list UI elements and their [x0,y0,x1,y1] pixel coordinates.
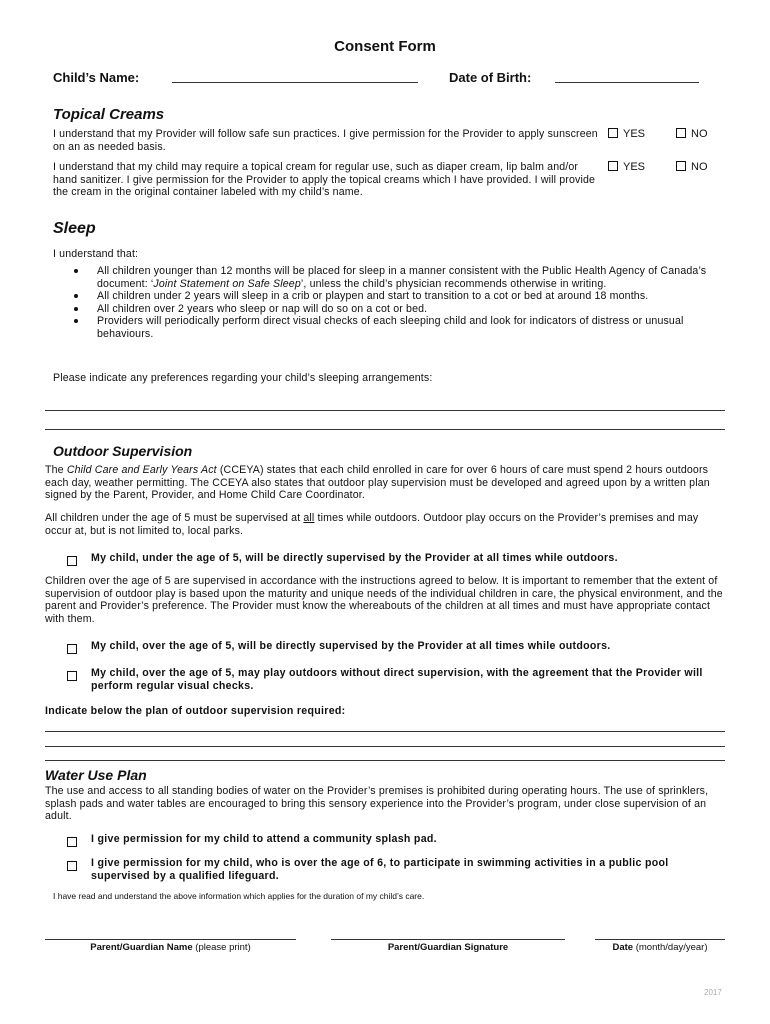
sleep-intro: I understand that: [53,248,139,260]
topical-text-1: I understand that my Provider will follow safe sun practices. I give permission for the Provider to apply sunscreen on an as needed basis. [53,128,598,153]
outdoor-check-1[interactable] [67,552,82,570]
topical-heading: Topical Creams [53,106,165,123]
child-name-field[interactable] [172,82,418,83]
checkbox-icon [67,644,77,654]
checkbox-icon [608,161,618,171]
guardian-signature-field[interactable] [331,939,565,940]
outdoor-check-2[interactable] [67,640,82,658]
outdoor-check-3[interactable] [67,667,82,685]
outdoor-plan-prompt: Indicate below the plan of outdoor supervision required: [45,705,346,717]
topical-2-no[interactable]: NO [676,161,708,173]
outdoor-check-2-label: My child, over the age of 5, will be directly supervised by the Provider at all times while outdoors. [91,640,611,652]
topical-1-no[interactable]: NO [676,128,708,140]
checkbox-icon [608,128,618,138]
list-item: All children under 2 years will sleep in a crib or playpen and start to transition to a cot or bed at around 18 months. [97,290,712,303]
sleep-list [97,265,712,340]
outdoor-plan-line-1[interactable] [45,731,725,732]
topical-2-yes[interactable]: YES [608,161,645,173]
outdoor-heading: Outdoor Supervision [53,443,193,459]
page-title: Consent Form [334,38,436,55]
outdoor-plan-line-3[interactable] [45,760,725,761]
water-para: The use and access to all standing bodies of water on the Provider’s premises is prohibited during operating hours. The use of sprinklers, splash pads and water tables are encouraged to bring this sensory experience into the Provider’s program, under close supervision of an adult. [45,785,709,822]
sleep-prefs-line-1[interactable] [45,410,725,411]
topical-text-2: I understand that my child may require a topical cream for regular use, such as diaper cream, lip balm and/or hand sanitizer. I give permission for the Provider to apply the topical creams which I have provided. I will provide the cream in the original container labeled with my child’s name. [53,161,596,198]
list-item: All children younger than 12 months will be placed for sleep in a manner consistent with the Public Health Agency of Canada’s document: ‘Joint Statement on Safe Sleep’, unless the child’s physician recommends otherwise in writing. [97,265,712,290]
outdoor-check-3-label: My child, over the age of 5, may play outdoors without direct supervision, with the agreement that the Provider will perform regular visual checks. [91,667,703,692]
sleep-heading: Sleep [53,220,96,237]
guardian-signature-caption: Parent/Guardian Signature [387,942,509,953]
checkbox-icon [67,556,77,566]
outdoor-plan-line-2[interactable] [45,746,725,747]
checkbox-icon [67,671,77,681]
water-check-2[interactable] [67,857,82,875]
outdoor-intro: The Child Care and Early Years Act (CCEYA) states that each child enrolled in care for over 6 hours of care must spend 2 hours outdoors each day, weather permitting. The CCEYA also states that outdoor play supervision must be developed and agreed upon by a written plan signed by the Parent, Provider, and Home Child Care Coordinator. [45,464,710,501]
water-check-2-label: I give permission for my child, who is over the age of 6, to participate in swimming activities in a public pool supervised by a qualified lifeguard. [91,857,669,882]
water-check-1-label: I give permission for my child to attend a community splash pad. [91,833,437,845]
outdoor-check-1-label: My child, under the age of 5, will be directly supervised by the Provider at all times while outdoors. [91,552,618,564]
year-footer: 2017 [704,988,722,997]
topical-1-yes[interactable]: YES [608,128,645,140]
checkbox-icon [67,837,77,847]
date-field[interactable] [595,939,725,940]
date-caption: Date (month/day/year) [612,942,708,953]
guardian-name-caption: Parent/Guardian Name (please print) [90,942,251,953]
guardian-name-field[interactable] [45,939,296,940]
acknowledgement: I have read and understand the above information which applies for the duration of my child’s care. [53,891,425,901]
checkbox-icon [676,128,686,138]
dob-field[interactable] [555,82,699,83]
dob-label: Date of Birth: [449,70,532,85]
water-check-1[interactable] [67,833,82,851]
outdoor-para-2: All children under the age of 5 must be supervised at all times while outdoors. Outdoor play occurs on the Provider’s premises and may occur at, but is not limited to, local parks. [45,512,699,537]
checkbox-icon [676,161,686,171]
list-item: All children over 2 years who sleep or nap will do so on a cot or bed. [97,303,712,316]
child-name-label: Child’s Name: [53,70,140,85]
sleep-prefs-line-2[interactable] [45,429,725,430]
sleep-prefs-prompt: Please indicate any preferences regarding your child’s sleeping arrangements: [53,372,433,384]
water-heading: Water Use Plan [45,767,147,783]
outdoor-para-3: Children over the age of 5 are supervised in accordance with the instructions agreed to below. It is important to remember that the extent of supervision of outdoor play is based upon the maturity and unique needs of the individual children in care, the physical environment, and the parent and Provider’s preference. The Provider must know the whereabouts of the children at all times and must have appropriate contact with them. [45,575,723,625]
list-item: Providers will periodically perform direct visual checks of each sleeping child and look for indicators of distress or unusual behaviours. [97,315,712,340]
checkbox-icon [67,861,77,871]
